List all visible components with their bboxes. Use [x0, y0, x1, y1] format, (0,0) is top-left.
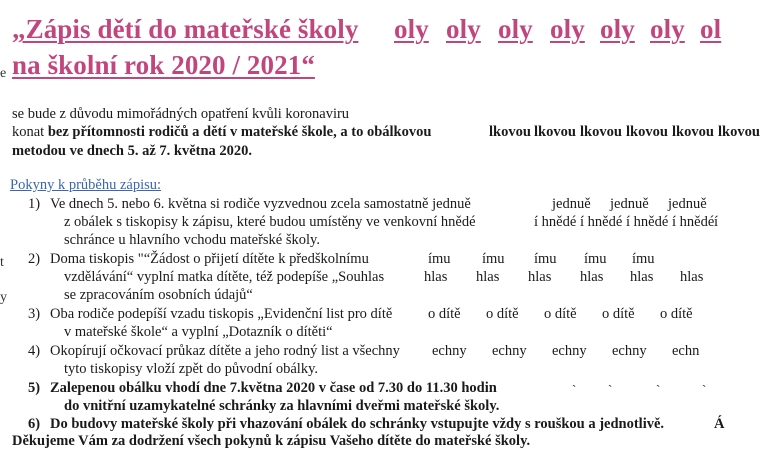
- item-2-repeat: ímu: [534, 251, 557, 267]
- item-4-number: 4): [28, 343, 41, 359]
- item-3-repeat: o dítě: [486, 306, 519, 322]
- left-edge-fragment: t: [0, 255, 4, 270]
- smudge-mark: ˋ: [608, 382, 613, 397]
- item-5-number: 5): [28, 380, 41, 396]
- thanks-line: Děkujeme Vám za dodržení všech pokynů k zápisu Vašeho dítěte do mateřské školy.: [12, 433, 531, 449]
- intro-repeat: lkovou: [718, 124, 760, 140]
- item-5-line-1: Zalepenou obálku vhodí dne 7.května 2020 v čase od 7.30 do 11.30 hodin: [50, 380, 497, 396]
- item-4-repeat: echny: [492, 343, 527, 359]
- item-3-repeat: o dítě: [602, 306, 635, 322]
- intro-line-2-prefix: konat: [12, 124, 48, 140]
- item-3-line-2: v mateřské škole“ a vyplní „Dotazník o dítěti“: [64, 324, 333, 340]
- title-line-1-repeat: ol: [700, 14, 722, 44]
- title-line-1-repeat: oly: [446, 14, 481, 44]
- title-line-1-repeat: oly: [498, 14, 533, 44]
- item-1-number: 1): [28, 196, 41, 212]
- item-5-line-2: do vnitřní uzamykatelné schránky za hlavními dveřmi mateřské školy.: [64, 398, 500, 414]
- item-2-line-3: se zpracováním osobních údajů“: [64, 287, 253, 303]
- item-2-line-2: vzdělávání“ vyplní matka dítěte, též podepíše „Souhlas: [64, 269, 385, 285]
- item-2-repeat: hlas: [528, 269, 552, 285]
- left-edge-fragment: e: [0, 66, 7, 81]
- intro-repeat: lkovou: [489, 124, 531, 140]
- item-3-repeat: o dítě: [660, 306, 693, 322]
- smudge-mark: ˋ: [656, 382, 661, 397]
- title-line-1-repeat: oly: [394, 14, 429, 44]
- intro-repeat: lkovou: [672, 124, 714, 140]
- intro-line-1: se bude z důvodu mimořádných opatření kvůli koronaviru: [12, 106, 350, 122]
- item-2-repeat: ímu: [632, 251, 655, 267]
- item-4-line-1: Okopírují očkovací průkaz dítěte a jeho rodný list a všechny: [50, 343, 400, 359]
- intro-line-2: [12, 124, 431, 141]
- item-1-line-3: schránce u hlavního vchodu mateřské školy.: [64, 232, 320, 248]
- item-1-repeat: jednuě: [552, 196, 591, 212]
- item-4-repeat: echny: [432, 343, 467, 359]
- item-6-tail: Á: [714, 416, 725, 432]
- title-line-1: „Zápis dětí do mateřské školy: [12, 14, 359, 44]
- item-6-number: 6): [28, 416, 41, 432]
- item-4-repeat: echny: [552, 343, 587, 359]
- item-1-repeat: í hnědé: [672, 214, 715, 230]
- instructions-heading: Pokyny k průběhu zápisu:: [10, 177, 162, 193]
- item-4-repeat: echny: [612, 343, 647, 359]
- title-line-1-repeat: oly: [650, 14, 685, 44]
- item-1-line-2: z obálek s tiskopisy k zápisu, které budou umístěny ve venkovní hnědé: [64, 214, 476, 230]
- item-2-repeat: ímu: [482, 251, 505, 267]
- intro-line-2-bold: bez přítomnosti rodičů a dětí v mateřské škole, a to obálkovou: [47, 124, 432, 140]
- item-6-line-1: Do budovy mateřské školy při vhazování obálek do schránky vstupujte vždy s rouškou a jednotlivě.: [50, 416, 665, 432]
- item-2-repeat: hlas: [630, 269, 654, 285]
- item-1-repeat: í: [714, 214, 719, 230]
- item-1-line-1: Ve dnech 5. nebo 6. května si rodiče vyzvednou zcela samostatně jednuě: [50, 196, 471, 212]
- item-3-repeat: o dítě: [544, 306, 577, 322]
- item-2-repeat: hlas: [424, 269, 448, 285]
- intro-line-3: metodou ve dnech 5. až 7. května 2020.: [12, 143, 253, 159]
- item-2-repeat: hlas: [680, 269, 704, 285]
- item-1-repeat: í hnědé: [580, 214, 623, 230]
- intro-repeat: lkovou: [534, 124, 576, 140]
- item-1-repeat: í hnědé: [534, 214, 577, 230]
- item-1-repeat: jednuě: [610, 196, 649, 212]
- title-line-1-repeat: oly: [600, 14, 635, 44]
- title-line-2: na školní rok 2020 / 2021“: [12, 50, 315, 80]
- title-line-1-repeat: oly: [550, 14, 585, 44]
- item-4-line-2: tyto tiskopisy vloží zpět do původní obálky.: [64, 361, 318, 377]
- smudge-mark: ˋ: [702, 382, 707, 397]
- item-2-number: 2): [28, 251, 41, 267]
- item-1-repeat: jednuě: [668, 196, 707, 212]
- item-3-line-1: Oba rodiče podepíší vzadu tiskopis „Evidenční list pro dítě: [50, 306, 393, 322]
- item-2-repeat: hlas: [580, 269, 604, 285]
- item-3-repeat: o dítě: [428, 306, 461, 322]
- item-2-repeat: ímu: [428, 251, 451, 267]
- item-4-repeat: echn: [672, 343, 700, 359]
- item-2-line-1: Doma tiskopis "“Žádost o přijetí dítěte k předškolnímu: [50, 251, 369, 267]
- item-2-repeat: ímu: [584, 251, 607, 267]
- smudge-mark: ˋ: [572, 382, 577, 397]
- left-edge-fragment: y: [0, 290, 7, 305]
- item-2-repeat: hlas: [476, 269, 500, 285]
- item-1-repeat: í hnědé: [626, 214, 669, 230]
- intro-repeat: lkovou: [626, 124, 668, 140]
- intro-repeat: lkovou: [580, 124, 622, 140]
- item-3-number: 3): [28, 306, 41, 322]
